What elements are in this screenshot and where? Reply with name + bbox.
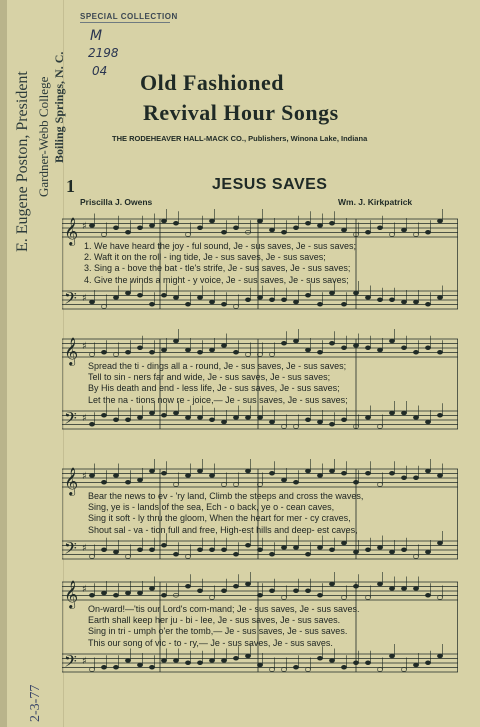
key-signature-bass: ♯ (82, 293, 87, 304)
lyric-verse-3: 3. Sing a - bove the bat - tle's strife, Je - sus saves, Je - sus saves; (84, 263, 351, 274)
key-signature-treble: ♯ (82, 471, 87, 482)
lyric-verse-2: 2. Waft it on the roll - ing tide, Je - sus saves, Je - sus saves; (84, 252, 326, 263)
key-signature-treble: ♯ (82, 584, 87, 595)
key-signature-bass: ♯ (82, 543, 87, 554)
composer-credit: Wm. J. Kirkpatrick (338, 197, 413, 207)
music-system-3 (62, 457, 458, 569)
music-system-4 (62, 570, 458, 682)
location-note: Boiling Springs, N. C. (52, 51, 66, 163)
call-number-04: 04 (92, 64, 108, 78)
bass-clef-icon: 𝄢 (64, 651, 77, 675)
lyric-verse-2: Sing, ye is - lands of the sea, Ech - o back, ye o - cean caves, (88, 502, 335, 513)
lyric-verse-1: On-ward!—'tis our Lord's com-mand; Je - sus saves, Je - sus saves. (88, 604, 360, 614)
special-collection-stamp: SPECIAL COLLECTION (80, 12, 178, 21)
bass-clef-icon: 𝄢 (64, 408, 77, 432)
lyric-verse-1: Spread the ti - dings all a - round, Je - sus saves, Je - sus saves; (88, 361, 347, 371)
key-signature-bass: ♯ (82, 413, 87, 424)
key-signature-treble: ♯ (82, 221, 87, 232)
bass-clef-icon: 𝄢 (64, 288, 77, 312)
bass-staff (62, 291, 458, 309)
bass-clef-icon: 𝄢 (64, 538, 77, 562)
call-number-2198: 2198 (88, 46, 119, 60)
college-note: Gardner-Webb College (36, 76, 51, 197)
book-title-line-2: Revival Hour Songs (143, 100, 339, 125)
hymn-number: 1 (66, 176, 75, 196)
music-system-1 (62, 207, 458, 319)
lyric-verse-1: 1. We have heard the joy - ful sound, Je - sus saves, Je - sus saves; (84, 241, 356, 251)
lyricist-credit: Priscilla J. Owens (80, 197, 153, 207)
treble-clef-icon: 𝄞 (64, 217, 79, 245)
book-title-line-1: Old Fashioned (140, 70, 285, 95)
hymn-title: JESUS SAVES (212, 176, 328, 193)
owner-name-note: E. Eugene Poston, President (14, 71, 31, 252)
page-edge (0, 0, 7, 727)
treble-staff (62, 339, 458, 357)
treble-clef-icon: 𝄞 (64, 467, 79, 495)
call-number-m: M (90, 28, 103, 44)
lyric-verse-4: Let the na - tions now re - joice,— Je - sus saves, Je - sus saves; (88, 394, 348, 405)
lyric-verse-4: Shout sal - va - tion full and free, High-est hills and deep- est caves, (88, 524, 358, 535)
music-system-2 (62, 327, 458, 439)
stamp-underline (80, 22, 170, 23)
lyric-verse-3: Sing it soft - ly thru the gloom, When the heart for mer - cy craves, (88, 513, 351, 524)
treble-staff (62, 469, 458, 487)
publisher-line: THE RODEHEAVER HALL-MACK CO., Publishers, Winona Lake, Indiana (112, 134, 368, 143)
lyric-verse-1: Bear the news to ev - 'ry land, Climb the steeps and cross the waves, (88, 491, 364, 501)
lyric-verse-3: Sing in tri - umph o'er the tomb,— Je - sus saves, Je - sus saves. (88, 626, 348, 637)
lyric-verse-4: This our song of vic - to - ry,— Je - sus saves, Je - sus saves. (88, 637, 333, 648)
treble-clef-icon: 𝄞 (64, 580, 79, 608)
date-note: 2-3-77 (28, 684, 43, 722)
treble-clef-icon: 𝄞 (64, 337, 79, 365)
key-signature-bass: ♯ (82, 656, 87, 667)
key-signature-treble: ♯ (82, 341, 87, 352)
lyric-verse-4: 4. Give the winds a might - y voice, Je - sus saves, Je - sus saves; (84, 274, 349, 285)
lyric-verse-2: Tell to sin - ners far and wide, Je - sus saves, Je - sus saves; (88, 372, 331, 383)
lyric-verse-2: Earth shall keep her ju - bi - lee, Je - sus saves, Je - sus saves. (88, 615, 341, 626)
lyric-verse-3: By His death and end - less life, Je - sus saves, Je - sus saves; (88, 383, 340, 394)
bass-staff (62, 411, 458, 429)
